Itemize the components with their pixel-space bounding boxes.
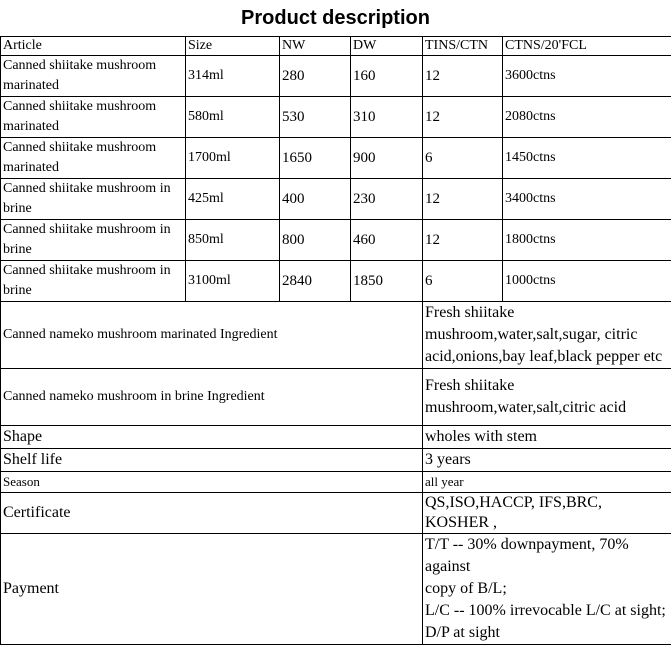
tins-cell: 12 (423, 97, 503, 138)
size-cell: 850ml (186, 220, 280, 261)
season-value: all year (423, 472, 671, 493)
article-cell: Canned shiitake mushroom in brine (1, 220, 186, 261)
shape-value: wholes with stem (423, 426, 671, 449)
page-title: Product description (0, 0, 671, 36)
nw-cell: 800 (280, 220, 351, 261)
size-cell: 580ml (186, 97, 280, 138)
dw-cell: 900 (351, 138, 423, 179)
shelf-life-value: 3 years (423, 449, 671, 472)
article-cell: Canned shiitake mushroom marinated (1, 56, 186, 97)
table-header-row (1, 37, 671, 56)
payment-row (1, 534, 671, 645)
tins-cell: 12 (423, 56, 503, 97)
ctns-cell: 1450ctns (503, 138, 671, 179)
column-header: Article (1, 37, 186, 56)
table-row (1, 97, 671, 138)
article-cell: Canned shiitake mushroom in brine (1, 261, 186, 302)
season-label: Season (1, 472, 423, 493)
ctns-cell: 3400ctns (503, 179, 671, 220)
payment-line: L/C -- 100% irrevocable L/C at sight; (425, 600, 669, 622)
table-row (1, 179, 671, 220)
article-cell: Canned shiitake mushroom marinated (1, 97, 186, 138)
column-header: CTNS/20'FCL (503, 37, 671, 56)
tins-cell: 12 (423, 220, 503, 261)
shape-row (1, 426, 671, 449)
table-row (1, 138, 671, 179)
tins-cell: 12 (423, 179, 503, 220)
product-table (0, 36, 671, 645)
dw-cell: 460 (351, 220, 423, 261)
nw-cell: 530 (280, 97, 351, 138)
size-cell: 314ml (186, 56, 280, 97)
payment-line: T/T -- 30% downpayment, 70% against (425, 534, 669, 578)
certificate-value: QS,ISO,HACCP, IFS,BRC, KOSHER , (423, 493, 671, 534)
dw-cell: 230 (351, 179, 423, 220)
ctns-cell: 1000ctns (503, 261, 671, 302)
size-cell: 3100ml (186, 261, 280, 302)
dw-cell: 1850 (351, 261, 423, 302)
ctns-cell: 3600ctns (503, 56, 671, 97)
payment-value (423, 534, 671, 645)
column-header: DW (351, 37, 423, 56)
size-cell: 1700ml (186, 138, 280, 179)
nw-cell: 280 (280, 56, 351, 97)
table-row (1, 56, 671, 97)
ingredient-value: Fresh shiitake mushroom,water,salt,sugar, citric acid,onions,bay leaf,black pepper etc (423, 302, 671, 369)
column-header: Size (186, 37, 280, 56)
dw-cell: 310 (351, 97, 423, 138)
nw-cell: 2840 (280, 261, 351, 302)
ingredient-label: Canned nameko mushroom marinated Ingredient (1, 302, 423, 369)
article-cell: Canned shiitake mushroom marinated (1, 138, 186, 179)
article-cell: Canned shiitake mushroom in brine (1, 179, 186, 220)
table-row (1, 220, 671, 261)
column-header: TINS/CTN (423, 37, 503, 56)
shape-label: Shape (1, 426, 423, 449)
ingredient-row (1, 369, 671, 426)
payment-line: copy of B/L; (425, 578, 669, 600)
nw-cell: 400 (280, 179, 351, 220)
tins-cell: 6 (423, 138, 503, 179)
dw-cell: 160 (351, 56, 423, 97)
ctns-cell: 2080ctns (503, 97, 671, 138)
shelf-life-label: Shelf life (1, 449, 423, 472)
nw-cell: 1650 (280, 138, 351, 179)
ctns-cell: 1800ctns (503, 220, 671, 261)
ingredient-value: Fresh shiitake mushroom,water,salt,citric acid (423, 369, 671, 426)
shelf-life-row (1, 449, 671, 472)
payment-line: D/P at sight (425, 622, 669, 644)
ingredient-row (1, 302, 671, 369)
payment-label: Payment (1, 534, 423, 645)
certificate-row (1, 493, 671, 534)
certificate-label: Certificate (1, 493, 423, 534)
season-row (1, 472, 671, 493)
column-header: NW (280, 37, 351, 56)
table-row (1, 261, 671, 302)
size-cell: 425ml (186, 179, 280, 220)
tins-cell: 6 (423, 261, 503, 302)
ingredient-label: Canned nameko mushroom in brine Ingredient (1, 369, 423, 426)
